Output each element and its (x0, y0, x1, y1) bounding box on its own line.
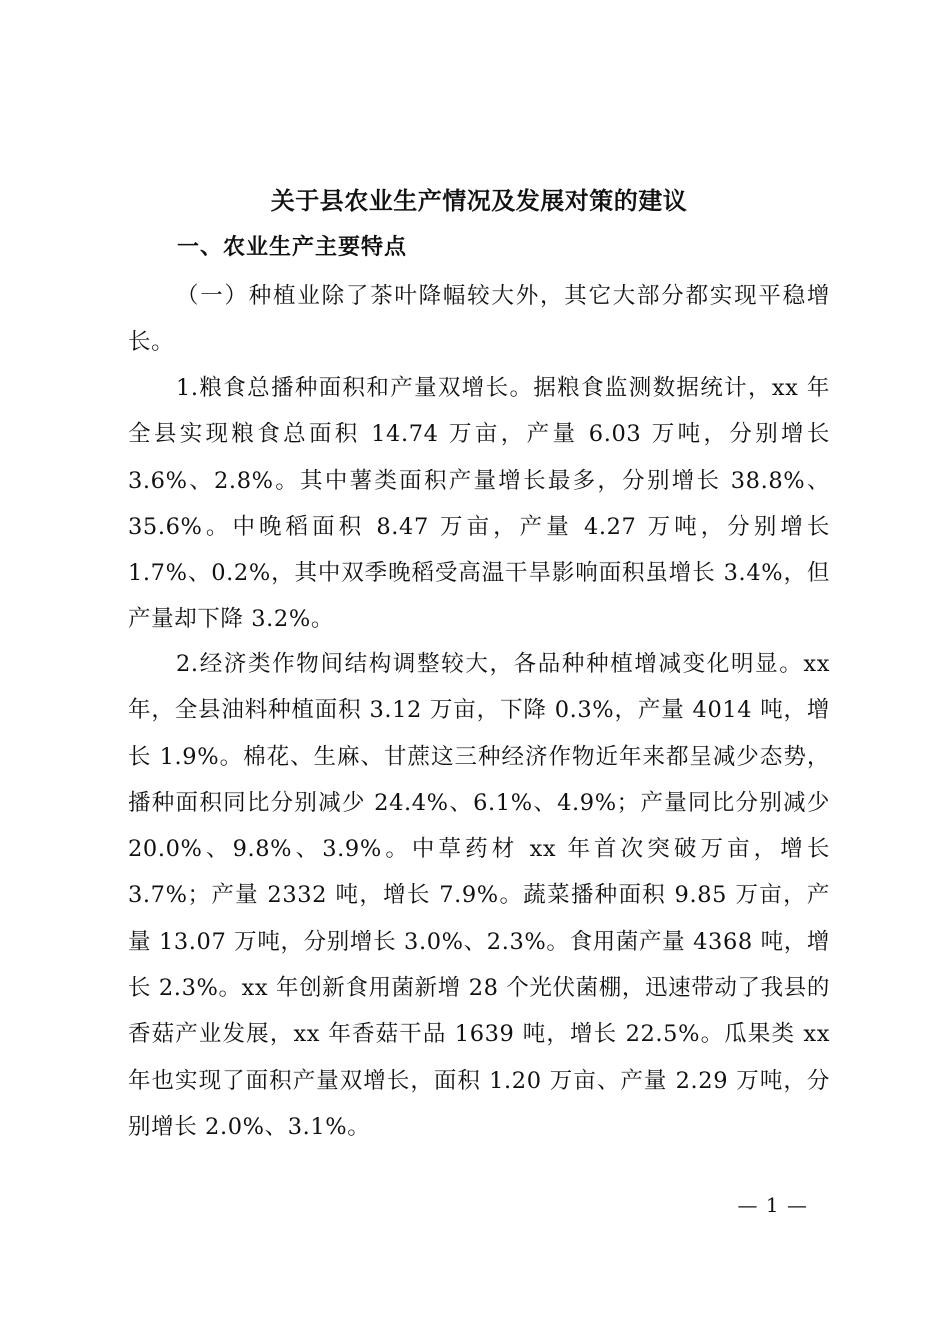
page-number: — 1 — (737, 1193, 808, 1217)
paragraph-block-grain (128, 365, 830, 643)
subsection-block (128, 273, 830, 366)
paragraph-block-economic-crops (128, 641, 830, 1150)
subsection-heading: （一）种植业除了茶叶降幅较大外，其它大部分都实现平稳增长。 (128, 283, 830, 356)
document-title: 关于县农业生产情况及发展对策的建议 (270, 186, 688, 215)
section-heading: 一、农业生产主要特点 (177, 235, 408, 260)
paragraph-economic-crops: 2.经济类作物间结构调整较大，各品种种植增减变化明显。xx 年，全县油料种植面积 3.12 万亩，下降 0.3%，产量 4014 吨，增长 1.9%。棉花、生麻、甘蔗这三种经济作物近年来都呈减少态势，播种面积同比分别减少 24.4%、6.1%、4.9%；产量同比分别减少 20.0%、9.8%、3.9%。中草药材 xx 年首次突破万亩，增长 3.7%；产量 2332 吨，增长 7.9%。蔬菜播种面积 9.85 万亩，产量 13.07 万吨，分别增长 3.0%、2.3%。食用菌产量 4368 吨，增长 2.3%。xx 年创新食用菌新增 28 个光伏菌棚，迅速带动了我县的香菇产业发展，xx 年香菇干品 1639 吨，增长 22.5%。瓜果类 xx 年也实现了面积产量双增长，面积 1.20 万亩、产量 2.29 万吨，分别增长 2.0%、3.1%。 (128, 651, 830, 1140)
paragraph-grain: 1.粮食总播种面积和产量双增长。据粮食监测数据统计，xx 年全县实现粮食总面积 14.74 万亩，产量 6.03 万吨，分别增长 3.6%、2.8%。其中薯类面积产量增长最多，分别增长 38.8%、35.6%。中晚稻面积 8.47 万亩，产量 4.27 万吨，分别增长 1.7%、0.2%，其中双季晚稻受高温干旱影响面积虽增长 3.4%，但产量却下降 3.2%。 (128, 375, 830, 633)
